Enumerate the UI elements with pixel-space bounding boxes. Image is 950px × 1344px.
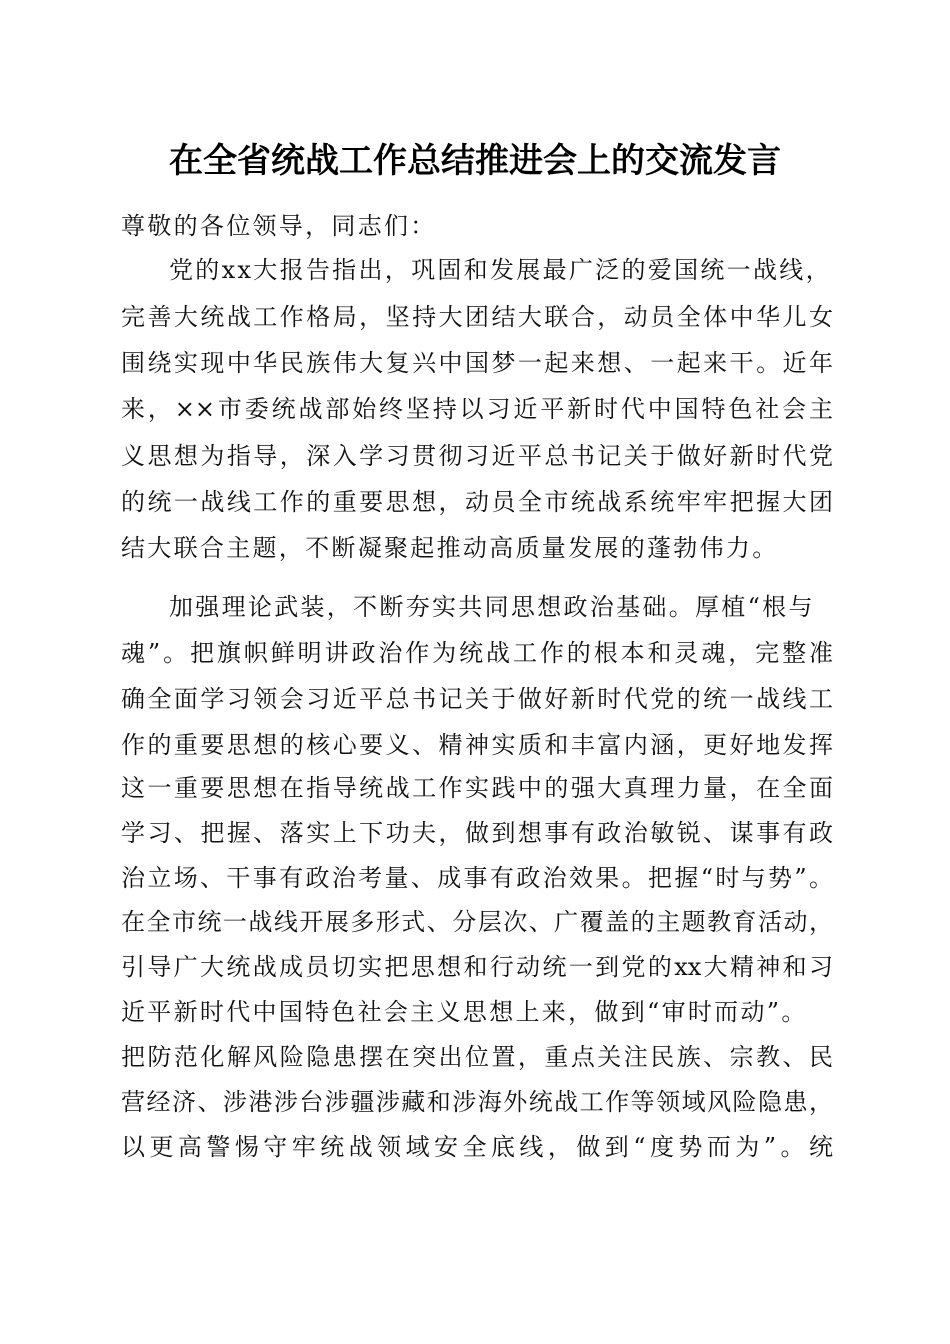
text-line: 来，××市委统战部始终坚持以习近平新时代中国特色社会主 [121, 395, 833, 423]
text-line: 在全市统一战线开展多形式、分层次、广覆盖的主题教育活动， [121, 908, 833, 936]
text-line: 魂”。把旗帜鲜明讲政治作为统战工作的根本和灵魂，完整准 [121, 639, 833, 667]
text-line: 把防范化解风险隐患摆在突出位置，重点关注民族、宗教、民 [121, 1043, 833, 1071]
text-line: 学习、把握、落实上下功夫，做到想事有政治敏锐、谋事有政 [121, 819, 833, 847]
document-title: 在全省统战工作总结推进会上的交流发言 [169, 141, 781, 181]
text-line: 引导广大统战成员切实把思想和行动统一到党的xx大精神和习 [121, 953, 833, 981]
text-line: 义思想为指导，深入学习贯彻习近平总书记关于做好新时代党 [121, 442, 833, 470]
text-line: 这一重要思想在指导统战工作实践中的强大真理力量，在全面 [121, 774, 833, 802]
text-line: 完善大统战工作格局，坚持大团结大联合，动员全体中华儿女 [121, 303, 833, 331]
text-line: 加强理论武装，不断夯实共同思想政治基础。厚植“根与 [169, 593, 815, 621]
text-line: 围绕实现中华民族伟大复兴中国梦一起来想、一起来干。近年 [121, 349, 833, 377]
text-line: 治立场、干事有政治考量、成事有政治效果。把握“时与势”。 [121, 864, 833, 892]
text-line: 确全面学习领会习近平总书记关于做好新时代党的统一战线工 [121, 685, 833, 713]
salutation: 尊敬的各位领导，同志们： [121, 212, 437, 240]
text-line: 营经济、涉港涉台涉疆涉藏和涉海外统战工作等领域风险隐患， [121, 1088, 833, 1116]
text-line: 党的xx大报告指出，巩固和发展最广泛的爱国统一战线， [169, 256, 832, 284]
text-line: 结大联合主题，不断凝聚起推动高质量发展的蓬勃伟力。 [121, 534, 779, 562]
text-line: 的统一战线工作的重要思想，动员全市统战系统牢牢把握大团 [121, 488, 833, 516]
text-line: 近平新时代中国特色社会主义思想上来，做到“审时而动”。 [121, 998, 808, 1026]
text-line: 作的重要思想的核心要义、精神实质和丰富内涵，更好地发挥 [121, 731, 833, 759]
text-line: 以更高警惕守牢统战领域安全底线，做到“度势而为”。统 [121, 1133, 833, 1161]
